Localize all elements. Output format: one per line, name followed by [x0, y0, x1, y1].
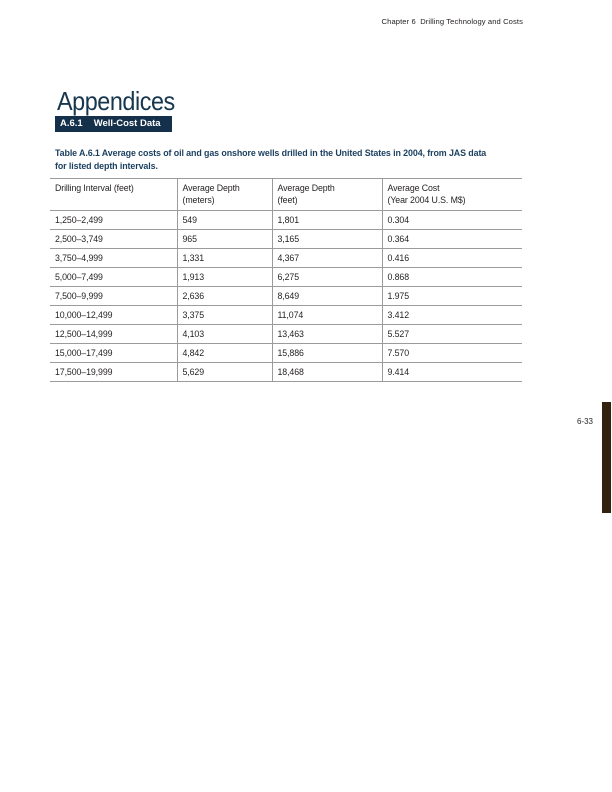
cell-cost: 0.304	[382, 211, 522, 230]
cell-depth-m: 2,636	[177, 287, 272, 306]
section-number: A.6.1	[60, 118, 83, 129]
cell-depth-m: 4,103	[177, 325, 272, 344]
table-row	[50, 268, 522, 287]
table-caption-line2: for listed depth intervals.	[55, 160, 158, 171]
cell-depth-ft: 6,275	[272, 268, 382, 287]
cell-interval: 12,500–14,999	[55, 329, 113, 339]
cell-depth-m: 5,629	[177, 363, 272, 382]
table-row	[50, 211, 522, 230]
cell-depth-m: 965	[177, 230, 272, 249]
cell-depth-ft: 3,165	[272, 230, 382, 249]
running-header: Chapter 6 Drilling Technology and Costs	[381, 17, 523, 26]
page-title: Appendices	[57, 86, 175, 116]
cell-cost: 0.868	[382, 268, 522, 287]
cell-cost: 7.570	[382, 344, 522, 363]
cell-interval: 15,000–17,499	[55, 348, 113, 358]
table-row	[50, 287, 522, 306]
cell-depth-m: 4,842	[177, 344, 272, 363]
cell-interval: 10,000–12,499	[55, 310, 113, 320]
cell-depth-ft: 8,649	[272, 287, 382, 306]
cell-cost: 1.975	[382, 287, 522, 306]
section-label: Well-Cost Data	[93, 118, 161, 129]
col-header-drilling-interval: Drilling Interval (feet)	[55, 183, 134, 193]
table-row	[50, 363, 522, 382]
section-heading	[55, 116, 172, 132]
table-caption-line1: Table A.6.1 Average costs of oil and gas onshore wells drilled in the United States in 2004, from JAS data	[55, 148, 487, 158]
cell-cost: 0.416	[382, 249, 522, 268]
page-edge-bar	[602, 402, 611, 513]
cell-interval: 5,000–7,499	[55, 272, 103, 282]
table-row	[50, 344, 522, 363]
table-row	[50, 325, 522, 344]
col-header-avg-depth-meters: Average Depth (meters)	[177, 179, 272, 211]
cell-depth-ft: 18,468	[272, 363, 382, 382]
cell-depth-ft: 15,886	[272, 344, 382, 363]
table-row	[50, 249, 522, 268]
cell-cost: 5.527	[382, 325, 522, 344]
well-cost-table	[50, 178, 522, 382]
page-number: 6-33	[576, 417, 593, 426]
table-row	[50, 230, 522, 249]
table-caption	[55, 147, 525, 172]
table-header-row	[50, 179, 522, 211]
cell-interval: 7,500–9,999	[55, 291, 103, 301]
cell-depth-ft: 1,801	[272, 211, 382, 230]
col-header-avg-cost: Average Cost (Year 2004 U.S. M$)	[382, 179, 522, 211]
cell-cost: 0.364	[382, 230, 522, 249]
cell-interval: 1,250–2,499	[55, 215, 103, 225]
cell-depth-m: 549	[177, 211, 272, 230]
cell-depth-ft: 13,463	[272, 325, 382, 344]
cell-depth-ft: 4,367	[272, 249, 382, 268]
cell-cost: 3.412	[382, 306, 522, 325]
cell-interval: 2,500–3,749	[55, 234, 103, 244]
cell-depth-m: 1,331	[177, 249, 272, 268]
cell-cost: 9.414	[382, 363, 522, 382]
cell-depth-m: 3,375	[177, 306, 272, 325]
col-header-avg-depth-feet: Average Depth (feet)	[272, 179, 382, 211]
table-row	[50, 306, 522, 325]
cell-depth-ft: 11,074	[272, 306, 382, 325]
cell-depth-m: 1,913	[177, 268, 272, 287]
cell-interval: 17,500–19,999	[55, 367, 113, 377]
cell-interval: 3,750–4,999	[55, 253, 103, 263]
